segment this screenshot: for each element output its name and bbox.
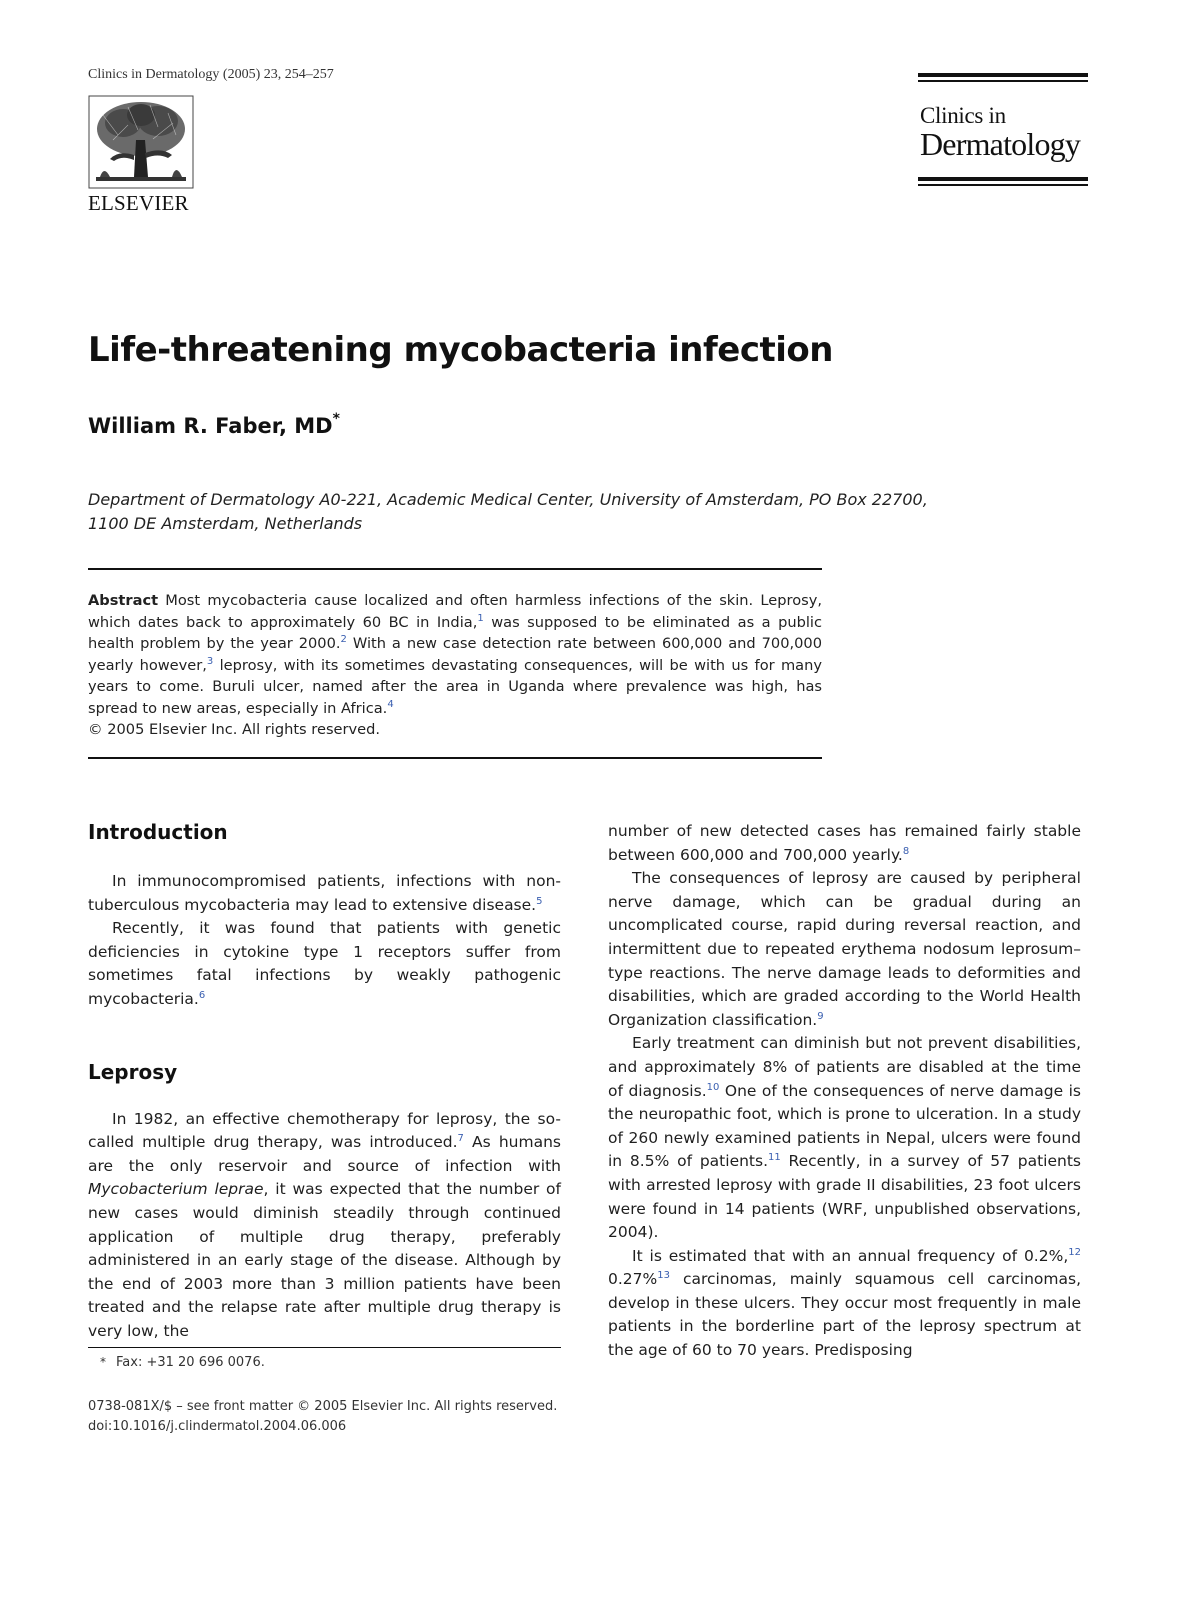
front-matter: [88, 1397, 557, 1437]
brand-rule-top-thin: [918, 80, 1088, 82]
abstract-text-1: Most mycobacteria cause localized and often harmless infections of the skin. Leprosy, which dates back to approximately 60 BC in India,: [88, 592, 822, 631]
copyright-line: © 2005 Elsevier Inc. All rights reserved.: [88, 721, 381, 738]
ref-link[interactable]: 12: [1068, 1246, 1081, 1258]
journal-brand: [918, 73, 1088, 189]
abstract-text-4: leprosy, with its sometimes devastating consequences, will be with us for many years to come. Buruli ulcer, named after the area in Uganda where prevalence was high, has spread to new areas, especially in Africa.: [88, 656, 822, 717]
paragraph-text: As humans are the only reservoir and source of infection with: [88, 1133, 561, 1175]
abstract: [88, 590, 822, 741]
affiliation-line-1: Department of Dermatology A0-221, Academic Medical Center, University of Amsterdam, PO Box 22700,: [88, 490, 928, 509]
paragraph-continued: [608, 820, 1081, 867]
elsevier-tree-logo-icon: [88, 95, 194, 189]
brand-rule-bottom-thin: [918, 184, 1088, 186]
paragraph-text: It is estimated that with an annual frequency of 0.2%,: [632, 1246, 1069, 1265]
abstract-body: [88, 590, 822, 719]
paragraph-text: 0.27%: [608, 1270, 658, 1289]
publisher-name: ELSEVIER: [88, 191, 189, 215]
doi-link[interactable]: doi:10.1016/j.clindermatol.2004.06.006: [88, 1419, 347, 1434]
ref-link[interactable]: 8: [902, 845, 910, 857]
running-head: Clinics in Dermatology (2005) 23, 254–257: [88, 67, 334, 82]
abstract-top-rule: [88, 568, 822, 570]
abstract-heading: Abstract: [88, 592, 159, 609]
author-line: [88, 411, 340, 438]
affiliation-line-2: 1100 DE Amsterdam, Netherlands: [88, 514, 363, 533]
ref-link[interactable]: 5: [536, 895, 543, 907]
ref-link[interactable]: 6: [198, 989, 206, 1001]
ref-link[interactable]: 10: [706, 1081, 720, 1093]
ref-link[interactable]: 11: [768, 1152, 781, 1164]
ref-link[interactable]: 3: [206, 655, 214, 667]
left-column: [88, 820, 561, 1344]
abstract-text-2: was supposed to be eliminated as a public health problem by the year 2000.: [88, 613, 822, 652]
abstract-bottom-rule: [88, 757, 822, 759]
footnote-text: Fax: +31 20 696 0076.: [116, 1355, 265, 1370]
section-heading-introduction: Introduction: [88, 820, 228, 844]
footnote-rule: [88, 1347, 561, 1348]
article-title: Life-threatening mycobacteria infection: [88, 330, 833, 370]
abstract-text-3: With a new case detection rate between 600,000 and 700,000 yearly however,: [88, 635, 822, 674]
section-heading-leprosy: Leprosy: [88, 1059, 178, 1084]
paragraph-text: The consequences of leprosy are caused by peripheral nerve damage, which can be gradual during an uncomplicated course, rapid during reversal reaction, and intermittent due to repeated erythema nodosum leprosum–type reactions. The nerve damage leads to deformities and disabilities, which are graded according to the World Health Organization classification.: [608, 869, 1081, 1029]
paragraph: [608, 867, 1081, 1032]
right-column: [608, 820, 1081, 1363]
footnote-marker: *: [100, 1355, 106, 1369]
paragraph-text: Early treatment can diminish but not prevent disabilities, and approximately 8% of patients are disabled at the time of diagnosis.: [608, 1034, 1081, 1100]
journal-name-line2: Dermatology: [920, 126, 1081, 162]
ref-link[interactable]: 2: [340, 634, 347, 646]
publisher-logo: [88, 95, 196, 220]
paragraph-text: carcinomas, mainly squamous cell carcinomas, develop in these ulcers. They occur most frequently in male patients in the borderline part of the leprosy spectrum at the age of 60 to 70 years. Predisposing: [608, 1270, 1081, 1360]
paragraph: [608, 1245, 1081, 1363]
affiliation: [88, 488, 958, 536]
author-footnote-marker[interactable]: *: [332, 411, 340, 427]
ref-link[interactable]: 4: [387, 698, 394, 710]
ref-link[interactable]: 13: [657, 1270, 670, 1282]
brand-rule-bottom: [918, 177, 1088, 181]
paragraph: [608, 1032, 1081, 1244]
issn-line: 0738-081X/$ – see front matter © 2005 Elsevier Inc. All rights reserved.: [88, 1399, 558, 1414]
journal-name-line1: Clinics in: [920, 103, 1006, 128]
author-name: William R. Faber, MD: [88, 414, 333, 438]
species-name: Mycobacterium leprae: [88, 1180, 264, 1199]
paragraph-text: number of new detected cases has remained fairly stable between 600,000 and 700,000 yearly.: [608, 822, 1081, 864]
ref-link[interactable]: 1: [477, 612, 484, 624]
ref-link[interactable]: 9: [817, 1010, 824, 1022]
footnote: [100, 1355, 265, 1370]
brand-rule-top: [918, 73, 1088, 77]
paragraph-text: Recently, it was found that patients with genetic deficiencies in cytokine type 1 receptors suffer from sometimes fatal infections by weakly pathogenic mycobacteria.: [88, 919, 561, 1008]
paragraph-text: Recently, in a survey of 57 patients with arrested leprosy with grade II disabilities, 23 foot ulcers were found in 14 patients (WRF, unpublished observations, 2004).: [608, 1152, 1081, 1242]
paragraph: [88, 1108, 561, 1344]
paragraph-text: , it was expected that the number of new cases would diminish steadily through continued application of multiple drug therapy, preferably administered in an early stage of the disease. Although by the end of 2003 more than 3 million patients have been treated and the relapse rate after multiple drug therapy is very low, the: [88, 1180, 561, 1340]
paragraph-text: One of the consequences of nerve damage is the neuropathic foot, which is prone to ulceration. In a study of 260 newly examined patients in Nepal, ulcers were found in 8.5% of patients.: [608, 1081, 1081, 1171]
paragraph: [88, 917, 561, 1011]
paragraph: [88, 870, 561, 917]
paragraph-text: In 1982, an effective chemotherapy for leprosy, the so-called multiple drug therapy, was introduced.: [88, 1109, 561, 1152]
ref-link[interactable]: 7: [457, 1133, 464, 1144]
paragraph-text: In immunocompromised patients, infections with non-tuberculous mycobacteria may lead to extensive disease.: [88, 872, 561, 914]
